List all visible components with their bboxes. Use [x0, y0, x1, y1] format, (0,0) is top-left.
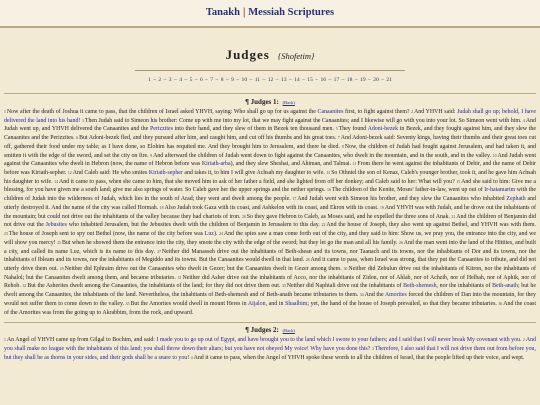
chapter-links — [0, 77, 540, 83]
verse-text: Neither did Zebulun drive out the inhabitants of Kitron, nor the inhabitants of Nahalol; but the Canaanites dwelt among them, and became tributaries. — [4, 265, 537, 281]
chapter-link[interactable]: 2 — [158, 77, 162, 83]
verse-number: 21 — [451, 214, 456, 219]
chapter-link[interactable]: 7 — [210, 77, 214, 83]
highlighted-text: Kiriath-sepher — [148, 170, 183, 177]
tanakh-link[interactable]: Tanakh — [205, 7, 240, 18]
chapter-link[interactable]: 18 — [346, 77, 353, 83]
verse-text: Now after the death of Joshua it came to pass, that the children of Israel asked YHVH, saying: Who shall go up for us against the — [6, 109, 318, 115]
highlighted-text: Aijalon — [247, 300, 266, 307]
chapter-2-text — [0, 336, 540, 386]
verse-number: 27 — [157, 249, 161, 254]
highlighted-text: Judah shall go up; behold, I have delivered the land into his hand! — [4, 109, 536, 124]
verse-number: 19 — [379, 205, 384, 210]
chapter-separator: – — [313, 77, 320, 83]
highlighted-text: Luz — [204, 231, 214, 238]
highlighted-text: Beth-shemesh — [403, 283, 437, 290]
verse-number: 1 — [4, 110, 6, 114]
chapter-1-title: ¶ Judges 1: — [245, 98, 279, 106]
verse-number: 31 — [177, 275, 182, 280]
verse-number: 5 — [335, 127, 338, 132]
verse-text: first, to fight against them? — [343, 109, 412, 115]
verse-text: ; but he dwelt among the Canaanites, the inhabitants of the land. Nevertheless, the inhabitants of Beth-shemesh and of Beth-anath became tributaries to them. — [4, 283, 536, 299]
chapter-separator: – — [287, 77, 294, 83]
verse-number: 9 — [150, 153, 153, 158]
verse-text: And it came to pass, when Israel was strong, that they put the Canaanites to tribute, and did not utterly drive them out. — [4, 257, 536, 272]
verse-text: And the man went into the land of the Hittites, and built a city, and called its name Luz, which is its name to this day. — [4, 239, 536, 255]
verse-number: 30 — [343, 266, 348, 271]
verse-text: with the children of Judah into the wilderness of Judah, which lies in the south of Arad; they went and dwelt among the people. — [4, 187, 536, 203]
highlighted-text: Shaalbim — [285, 300, 308, 307]
verse-text: And Adoni-bezek said: Seventy kings, having their thumbs and their great toes cut off, gathered their food under my table; as I have done, so Elohim has requited me. And they brought him to Jerusalem, and there he died. — [4, 135, 536, 150]
chapter-link[interactable]: 5 — [189, 77, 193, 83]
verse-text: They found — [338, 126, 368, 133]
book-header — [0, 46, 540, 64]
highlighted-text: Canaanites — [317, 109, 344, 115]
verse-text: into their hand, and they slew of them in Bezek ten thousand men. — [172, 126, 336, 133]
verse-number: 4 — [522, 118, 525, 123]
highlighted-text: Therefore, I also said that I will not drive them out from before you, but they shall be as thorns in your sides, and their gods shall be a snare to you! — [4, 345, 536, 361]
verse-number: 1 — [4, 338, 6, 343]
book-title: Judges — [225, 47, 270, 62]
chapter-separator: – — [172, 77, 179, 83]
verse-number: 26 — [398, 240, 403, 245]
verse-number: 25 — [57, 240, 61, 245]
chapter-link[interactable]: 15 — [307, 77, 313, 83]
chapter-link[interactable]: 1 — [148, 77, 151, 83]
verse-text: forced the children of Dan into the mountain, for they would not suffer them to come down to the valley. — [4, 292, 536, 307]
verse-text: And the spies saw a man come forth out of the city, and they said to him: Show us, we pray you, the entrance into the city, and we will show you mercy! — [4, 231, 536, 246]
verse-number: 28 — [305, 258, 310, 263]
highlighted-text: Kiriath-arba — [201, 161, 231, 168]
chapter-link[interactable]: 4 — [179, 77, 182, 83]
verse-text: So Othniel the son of Kenaz, Caleb's younger brother, took it, and he gave him Achsah his daughter to wife. — [4, 170, 536, 185]
chapter-link[interactable]: 19 — [360, 77, 366, 83]
verse-text: And Judah went against the Canaanites who dwelt in Hebron (now, the name of Hebron before was — [4, 152, 536, 168]
chapter-separator: – — [353, 77, 360, 83]
verse-number: 10 — [492, 153, 497, 158]
verse-text: And Caleb said: He who smites — [72, 170, 149, 177]
verse-text: And it came to pass, when she came to him, that she moved him to ask of her father a field, and she lighted from off her donkey; and Caleb said to her: What will you? — [58, 178, 457, 185]
chapter-separator: – — [274, 77, 280, 83]
highlighted-text: Jebusites — [45, 222, 67, 229]
chapter-1-heading — [0, 98, 540, 106]
highlighted-text: Beth-anath — [492, 283, 518, 290]
verse-text: Also Judah took Gaza with its coast, and Ashkelon with its coast, and Ekron with its coast. — [164, 204, 380, 211]
verse-number: 14 — [54, 179, 58, 184]
verse-number: 29 — [59, 266, 64, 271]
verse-number: 34 — [359, 293, 364, 298]
verse-number: 7 — [337, 136, 340, 141]
chapter-link[interactable]: 21 — [386, 77, 392, 83]
verse-text: Then Judah said to Simeon his brother: Come up with me into my lot, that we may fight against the Canaanites; and I likewise will go with you into your lot. So Simeon went with him. — [84, 117, 523, 124]
verse-text: The house of Joseph sent to spy out Bethel (now, the name of the city before was — [8, 231, 205, 238]
verse-number: 22 — [321, 223, 326, 228]
chapter-1-text — [0, 108, 540, 317]
chapter-link[interactable]: 13 — [280, 77, 287, 83]
chapter-separator: – — [162, 77, 168, 83]
chapter-link[interactable]: 9 — [231, 77, 234, 83]
verse-number: 20 — [241, 214, 246, 219]
verse-text: who inhabited Jerusalem, but the Jebusites dwelt with the children of Benjamin in Jerusalem to this day. — [66, 222, 322, 229]
verse-number: 24 — [219, 232, 223, 237]
highlighted-text: Zephath — [506, 196, 526, 203]
verse-text: And the children of Benjamin did not drive out the — [4, 213, 536, 229]
verse-number: 18 — [159, 205, 164, 210]
chapter-separator: – — [261, 77, 267, 83]
chapter-separator: – — [203, 77, 210, 83]
chapter-separator: – — [340, 77, 346, 83]
chapter-link[interactable]: 11 — [254, 77, 261, 83]
chapter-separator: – — [214, 77, 220, 83]
verse-text: and takes it, to him I will give Achsah my daughter to wife. — [182, 170, 327, 177]
verse-text: Neither did Naphtali drive out the inhabitants of — [286, 283, 404, 290]
verse-text: And Judah went up, and YHVH delivered the Canaanites and the — [4, 117, 536, 133]
verse-number: 2 — [411, 110, 414, 114]
verse-text: Now, the children of Judah had fought against Jerusalem, and had taken it, and smitten it with the edge of the sword, and set the city on fire. — [4, 143, 536, 159]
highlighted-text: Amorites — [384, 292, 407, 299]
messiah-scriptures-link[interactable]: Messiah Scriptures — [248, 7, 335, 18]
verse-text: Neither did Asher drive out the inhabitants of Acco, nor the inhabitants of Zidon, nor of Ahlab, nor of Achzib, nor of Helbah, nor of Aphik, nor of Rehob. — [4, 274, 536, 290]
verse-text: , nor the inhabitants of — [436, 283, 493, 290]
verse-number: 6 — [76, 136, 79, 141]
verse-number: 23 — [4, 232, 8, 237]
highlighted-text: Ir-hatamarim — [484, 187, 516, 194]
verse-number: 15 — [456, 179, 461, 184]
verse-text: And afterward the children of Judah went down to fight against the Canaanites, who dwelt in the mountain, and in the south, and in the valley. — [153, 152, 493, 159]
verse-number: 13 — [326, 171, 331, 176]
chapter-link[interactable]: 20 — [373, 77, 379, 83]
verse-text: The children of the Kenite, Moses' father-in-law, went up out of — [331, 187, 485, 194]
chapter-separator: – — [151, 77, 158, 83]
verse-number: 33 — [282, 284, 286, 289]
verse-text: And the house of Joseph, they also went up against Bethel, and YHVH was with them. — [326, 222, 536, 229]
chapter-2-heading — [0, 326, 540, 334]
verse-number: 12 — [67, 171, 72, 176]
verse-text: But Adoni-bezek fled, and they pursued after him, and caught him, and cut off his thumbs and his great toes. — [79, 135, 338, 142]
verse-text: And YHVH was with Judah, and he drove out the inhabitants of the mountain; but could not drive out the inhabitants of the valley because they had chariots of iron. — [4, 204, 537, 220]
verse-number: 2 — [522, 338, 525, 343]
chapter-link[interactable]: 14 — [294, 77, 300, 83]
top-nav — [0, 0, 540, 28]
verse-number: 17 — [292, 197, 297, 202]
verse-number: 4 — [190, 355, 193, 360]
chapter-separator: – — [193, 77, 199, 83]
chapter-link[interactable]: 6 — [199, 77, 203, 83]
verse-text: And the — [364, 292, 385, 299]
chapter-link[interactable]: 10 — [241, 77, 248, 83]
chapter-link[interactable]: 12 — [267, 77, 274, 83]
nav-separator: | — [242, 7, 246, 18]
verse-text: Neither did Ephraim drive out the Canaanites who dwelt in Gezer; but the Canaanites dwelt in Gezer among them. — [64, 265, 344, 272]
verse-text: But the Asherites dwelt among the Canaanites, the inhabitants of the land; for they did not drive them out. — [27, 283, 282, 290]
verse-text: ), and they slew Sheshai, and Ahiman, and Talmai. — [230, 161, 353, 168]
verse-number: 36 — [498, 301, 503, 306]
verse-text: And she said to him: Give me a blessing, for you have given me a south land; give me also springs of water. So Caleb gave her the upper springs and the nether springs. — [4, 178, 536, 194]
verse-text: So they gave Hebron to Caleb, as Moses said, and he expelled the three sons of Anak. — [246, 213, 452, 220]
verse-text: But when he showed them the entrance into the city, they smote the city with the edge of the sword; but they let go the man and all his family. — [61, 239, 399, 246]
back-link[interactable]: (Back) — [282, 328, 295, 334]
highlighted-text: Perizzites — [149, 126, 173, 133]
verse-text: But the Amorites would dwell in mount Heres in — [130, 300, 248, 307]
verse-text: From there he went against the inhabitants of Debir, and the name of Debir before was Kiriath-sepher. — [4, 161, 537, 177]
chapter-link[interactable]: 16 — [320, 77, 327, 83]
verse-text: And it came to pass, when the Angel of YHVH spoke these words to all the children of Israel, that the people lifted up their voice, and wept. — [193, 354, 525, 361]
verse-number: 8 — [341, 144, 344, 149]
chapter-link[interactable]: 17 — [333, 77, 340, 83]
book-subtitle: {Shofetim} — [277, 51, 315, 61]
chapter-separator: – — [379, 77, 386, 83]
chapter-separator: – — [182, 77, 189, 83]
verse-number: 11 — [352, 162, 357, 167]
verse-text: Neither did Manasseh drive out the inhabitants of Beth-shean and its towns, nor Taanach and its towns, nor the inhabitants of Dor and its towns, nor the inhabitants of Ibleam and its towns, nor the inhabitants of Megiddo and its towns. But the Canaanites would dwell in that land. — [4, 248, 537, 264]
highlighted-text: Adoni-bezek — [367, 126, 399, 133]
chapter-link[interactable]: 3 — [168, 77, 172, 83]
back-link[interactable]: (Back) — [282, 100, 295, 105]
verse-number: 3 — [371, 346, 374, 351]
verse-number: 32 — [22, 284, 27, 289]
divider — [4, 322, 536, 323]
verse-text: An Angel of YHVH came up from Gilgal to Bochim, and said: — [6, 337, 157, 344]
divider — [4, 93, 536, 94]
chapter-separator: – — [366, 77, 373, 83]
verse-text: in Bezek, and they fought against him, and they slew the Canaanites and the Perizzites. — [4, 126, 536, 142]
verse-text: And the coast of the Amorites was from the going up to Akrabbim, from the rock, and upward. — [4, 300, 536, 316]
verse-text: And YHVH said: — [414, 109, 458, 115]
chapter-separator: – — [248, 77, 254, 83]
chapter-separator: – — [327, 77, 333, 83]
chapter-separator: – — [224, 77, 231, 83]
chapter-2-title: ¶ Judges 2: — [245, 326, 279, 335]
chapter-separator: – — [234, 77, 241, 83]
verse-number: 35 — [125, 301, 130, 306]
verse-text: ; yet, the hand of the house of Joseph prevailed, so that they became tributaries. — [307, 300, 499, 307]
highlighted-text: And you shall make no league with the inhabitants of this land; you shall throw down their altars; but you have not obeyed My voice! Why have you done this? — [4, 337, 536, 352]
verse-text: , and in — [265, 300, 286, 307]
verse-text: and utterly destroyed it. And the name of the city was called Hormah. — [4, 196, 536, 211]
divider — [135, 70, 405, 71]
verse-text: ). — [213, 231, 220, 238]
verse-number: 16 — [326, 188, 331, 193]
chapter-link[interactable]: 8 — [220, 77, 224, 83]
verse-text: And Judah went with Simeon his brother, and they slew the Canaanites who inhabited — [297, 196, 507, 203]
chapter-separator: – — [300, 77, 307, 83]
highlighted-text: I made you to go up out of Egypt, and have brought you to the land which I swore to your fathers; and I said that I will never break My covenant with you. — [156, 337, 522, 344]
verse-number: 3 — [81, 118, 84, 123]
